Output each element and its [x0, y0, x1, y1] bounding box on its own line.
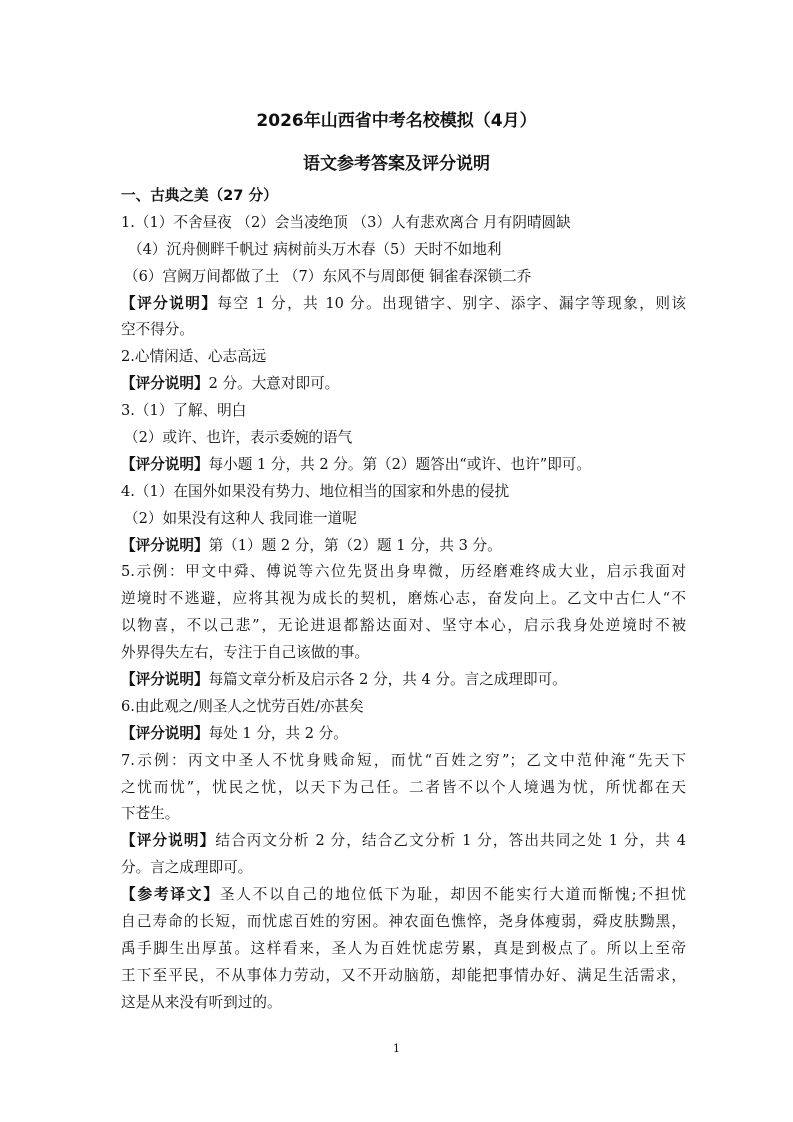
scoring-note-tag: 【评分说明】: [121, 724, 209, 742]
translation-line-1: [121, 882, 686, 909]
q2-answer: 2.心情闲适、心志高远: [121, 348, 267, 366]
scoring-note-tag: 【评分说明】: [121, 671, 209, 689]
translation-line-2: 自己寿命的长短，而忧虑百姓的穷困。神农面色憔悴，尧身体瘦弱，舜皮肤黝黑，: [121, 913, 686, 931]
q5-line-3: 以物喜，不以己悲”，无论进退都豁达面对、坚守本心，启示我身处逆境时不被: [121, 617, 686, 635]
q3-line-2: （2）或许、也许，表示委婉的语气: [124, 429, 353, 447]
q6-scoring-note: [121, 721, 686, 748]
scoring-note-text: 每空 1 分，共 10 分。出现错字、别字、添字、漏字等现象，则该: [217, 294, 686, 312]
q5-line-2: 逆境时不逃避，应将其视为成长的契机，磨炼心志，奋发向上。乙文中古仁人“不: [121, 590, 686, 608]
q2-scoring-note: [121, 371, 686, 398]
q1-line-3: （6）宫阙万间都做了土 （7）东风不与周郎便 铜雀春深锁二乔: [124, 267, 532, 285]
q4-line-1: 4.（1）在国外如果没有势力、地位相当的国家和外患的侵扰: [121, 482, 510, 500]
q5-scoring-note: [121, 667, 686, 694]
scoring-note-tag: 【评分说明】: [121, 832, 216, 850]
answer-content: [121, 183, 686, 1017]
page-subtitle: 语文参考答案及评分说明: [303, 154, 490, 174]
translation-line-3: 禹手脚生出厚茧。这样看来，圣人为百姓忧虑劳累，真是到极点了。所以上至帝: [121, 939, 686, 957]
q1-line-2: （4）沉舟侧畔千帆过 病树前头万木春（5）天时不如地利: [128, 240, 502, 258]
q5-line-1: 5.示例：甲文中舜、傅说等六位先贤出身卑微，历经磨难终成大业，启示我面对: [121, 563, 686, 581]
section-heading: 一、古典之美（27 分）: [121, 187, 278, 204]
q7-scoring-note: [121, 828, 686, 855]
q3-line-1: 3.（1）了解、明白: [121, 402, 247, 420]
q4-line-2: （2）如果没有这种人 我同谁一道呢: [124, 509, 357, 527]
translation-line-4: 王下至平民，不从事体力劳动，又不开动脑筋，却能把事情办好、满足生活需求，: [121, 966, 686, 984]
scoring-note-text: 2 分。大意对即可。: [208, 375, 340, 393]
scoring-note-text: 结合丙文分析 2 分，结合乙文分析 1 分，答出共同之处 1 分，共 4: [215, 832, 686, 850]
q3-scoring-note: [121, 452, 686, 479]
q7-line-2: 之忧而忧”，忧民之忧，以天下为己任。二者皆不以个人境遇为忧，所忧都在天: [121, 778, 686, 796]
scoring-note-tag: 【评分说明】: [121, 536, 209, 554]
q7-line-1: 7.示例：丙文中圣人不忧身贱命短，而忧“百姓之穷”；乙文中范仲淹“先天下: [121, 751, 686, 769]
q1-line-1: 1.（1）不舍昼夜 （2）会当凌绝顶 （3）人有悲欢离合 月有阴晴圆缺: [121, 213, 571, 231]
q4-scoring-note: [121, 533, 686, 560]
translation-text: 圣人不以自己的地位低下为耻，却因不能实行大道而惭愧;不担忧: [219, 886, 686, 904]
scoring-note-text: 第（1）题 2 分，第（2）题 1 分，共 3 分。: [208, 536, 502, 554]
page-title: 2026年山西省中考名校模拟（4月）: [256, 111, 537, 131]
q5-line-4: 外界得失左右，专注于自己该做的事。: [121, 644, 370, 662]
translation-tag: 【参考译文】: [121, 886, 220, 904]
scoring-note-text: 每篇文章分析及启示各 2 分，共 4 分。言之成理即可。: [208, 671, 567, 689]
q7-line-3: 下苍生。: [121, 805, 180, 823]
translation-line-5: 这是从来没有听到过的。: [121, 993, 282, 1011]
q6-answer: 6.由此观之/则圣人之忧劳百姓/亦甚矣: [121, 697, 364, 715]
page-number: 1: [393, 1042, 400, 1055]
scoring-note-tag: 【评分说明】: [121, 455, 209, 473]
scoring-note-tag: 【评分说明】: [121, 294, 218, 312]
q1-scoring-note-cont: 空不得分。: [121, 321, 194, 339]
scoring-note-text: 每处 1 分，共 2 分。: [208, 724, 348, 742]
q1-scoring-note: [121, 291, 686, 318]
q7-scoring-note-cont: 分。言之成理即可。: [121, 859, 253, 877]
scoring-note-tag: 【评分说明】: [121, 375, 209, 393]
scoring-note-text: 每小题 1 分，共 2 分。第（2）题答出“或许、也许”即可。: [208, 455, 591, 473]
